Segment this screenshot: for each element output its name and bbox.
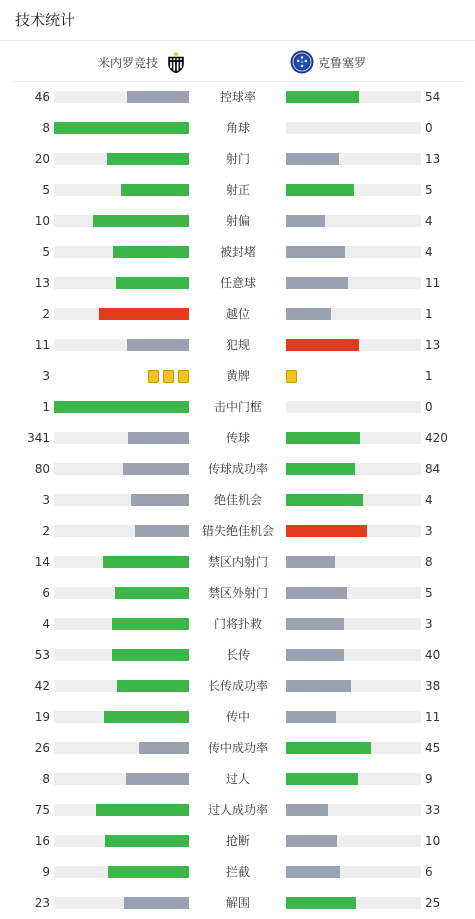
away-stat-value: 10 xyxy=(425,834,441,848)
away-stat-value: 4 xyxy=(425,214,433,228)
home-stat-bar-fill xyxy=(139,742,189,754)
away-stat-bar-fill xyxy=(286,308,331,320)
away-stat-value: 5 xyxy=(425,586,433,600)
home-stat-bar-fill xyxy=(96,804,189,816)
stat-label: 任意球 xyxy=(219,276,256,290)
home-stat-bar xyxy=(54,556,189,568)
away-stat-bar-fill xyxy=(286,215,325,227)
stat-row xyxy=(0,764,475,795)
away-stat-bar-fill xyxy=(286,680,351,692)
stat-row xyxy=(0,702,475,733)
home-stat-bar-fill xyxy=(93,215,189,227)
home-stat-value: 5 xyxy=(42,245,50,259)
stat-label: 击中门框 xyxy=(213,400,262,414)
away-stat-bar-fill xyxy=(286,897,356,909)
stat-row xyxy=(0,392,475,423)
stat-row xyxy=(0,485,475,516)
away-stat-bar-fill xyxy=(286,525,367,537)
away-stat-bar-fill xyxy=(286,804,328,816)
home-stat-value: 4 xyxy=(42,617,50,631)
stat-label: 射偏 xyxy=(225,214,250,228)
home-stat-bar-fill xyxy=(117,680,189,692)
stat-label: 犯规 xyxy=(225,338,250,352)
stat-label: 长传 xyxy=(225,648,250,662)
home-stat-bar xyxy=(54,587,189,599)
home-stat-bar xyxy=(54,618,189,630)
away-stat-bar xyxy=(286,525,421,537)
away-stat-bar-fill xyxy=(286,618,344,630)
away-stat-bar-fill xyxy=(286,246,345,258)
home-stat-value: 26 xyxy=(34,741,50,755)
away-stat-value: 54 xyxy=(425,90,441,104)
away-stat-value: 420 xyxy=(425,431,448,445)
home-team[interactable] xyxy=(98,50,188,74)
away-stat-value: 13 xyxy=(425,338,441,352)
away-stat-bar xyxy=(286,91,421,103)
home-yellow-cards xyxy=(144,370,189,383)
cruzeiro-crest-icon xyxy=(290,50,314,74)
home-stat-bar xyxy=(54,525,189,537)
stat-label: 角球 xyxy=(225,121,250,135)
away-stat-bar xyxy=(286,711,421,723)
away-stat-bar-fill xyxy=(286,494,363,506)
stat-label: 过人成功率 xyxy=(207,803,268,817)
home-stat-bar xyxy=(54,184,189,196)
stat-label: 射正 xyxy=(225,183,250,197)
home-stat-bar xyxy=(54,432,189,444)
away-stat-bar-fill xyxy=(286,649,344,661)
home-stat-bar xyxy=(54,153,189,165)
away-stat-bar xyxy=(286,680,421,692)
away-stat-bar-fill xyxy=(286,432,360,444)
away-stat-value: 25 xyxy=(425,896,441,910)
stat-label: 控球率 xyxy=(219,90,256,104)
home-stat-bar-fill xyxy=(104,711,189,723)
stat-label: 被封堵 xyxy=(219,245,256,259)
stat-row xyxy=(0,671,475,702)
away-stat-bar-fill xyxy=(286,773,358,785)
stat-row xyxy=(0,299,475,330)
away-stat-value: 1 xyxy=(425,369,433,383)
away-stat-bar xyxy=(286,556,421,568)
home-stat-value: 20 xyxy=(34,152,50,166)
stat-row xyxy=(0,733,475,764)
away-stat-bar xyxy=(286,339,421,351)
away-stat-value: 33 xyxy=(425,803,441,817)
stat-row xyxy=(0,578,475,609)
stat-label: 门将扑救 xyxy=(213,617,262,631)
stat-row xyxy=(0,640,475,671)
home-stat-value: 16 xyxy=(34,834,50,848)
away-stat-bar xyxy=(286,122,421,134)
stat-row xyxy=(0,113,475,144)
away-team-name: 克鲁塞罗 xyxy=(318,55,367,70)
page-title: 技术统计 xyxy=(15,11,76,29)
home-stat-bar-fill xyxy=(131,494,189,506)
away-stat-bar xyxy=(286,618,421,630)
home-team-name: 米内罗竞技 xyxy=(97,55,158,70)
home-stat-bar xyxy=(54,804,189,816)
away-stat-bar xyxy=(286,308,421,320)
home-stat-bar xyxy=(54,711,189,723)
home-stat-bar-fill xyxy=(103,556,189,568)
home-stat-value: 19 xyxy=(34,710,50,724)
home-stat-bar xyxy=(54,401,189,413)
away-stat-bar-fill xyxy=(286,91,359,103)
away-stat-bar xyxy=(286,804,421,816)
away-stat-bar-fill xyxy=(286,835,337,847)
home-stat-bar-fill xyxy=(121,184,189,196)
away-stat-bar xyxy=(286,184,421,196)
away-stat-bar-fill xyxy=(286,339,359,351)
stat-row xyxy=(0,423,475,454)
away-stat-value: 45 xyxy=(425,741,441,755)
home-stat-value: 8 xyxy=(42,772,50,786)
home-stat-value: 2 xyxy=(42,307,50,321)
away-stat-value: 0 xyxy=(425,121,433,135)
home-stat-bar xyxy=(54,897,189,909)
teams-header xyxy=(0,46,475,78)
home-stat-bar-fill xyxy=(115,587,189,599)
stat-row xyxy=(0,795,475,826)
home-stat-bar-fill xyxy=(54,122,189,134)
home-stat-value: 14 xyxy=(34,555,50,569)
home-stat-bar xyxy=(54,463,189,475)
stat-label: 越位 xyxy=(225,307,250,321)
stat-row xyxy=(0,330,475,361)
home-stat-bar xyxy=(54,773,189,785)
yellow-card-icon xyxy=(178,370,189,383)
stat-row xyxy=(0,888,475,919)
away-stat-value: 0 xyxy=(425,400,433,414)
away-yellow-cards xyxy=(286,370,301,383)
away-stat-bar xyxy=(286,401,421,413)
home-stat-bar xyxy=(54,866,189,878)
home-stat-value: 3 xyxy=(42,493,50,507)
away-stat-value: 11 xyxy=(425,710,441,724)
home-stat-bar xyxy=(54,246,189,258)
home-stat-bar-fill xyxy=(135,525,189,537)
stat-row xyxy=(0,361,475,392)
stat-row xyxy=(0,144,475,175)
away-stat-value: 9 xyxy=(425,772,433,786)
away-stat-bar-fill xyxy=(286,277,348,289)
home-stat-bar xyxy=(54,339,189,351)
home-stat-bar xyxy=(54,649,189,661)
home-stat-bar xyxy=(54,835,189,847)
away-stat-value: 4 xyxy=(425,493,433,507)
stat-row xyxy=(0,516,475,547)
yellow-card-icon xyxy=(163,370,174,383)
stat-label: 射门 xyxy=(225,152,250,166)
stat-row xyxy=(0,609,475,640)
away-stat-bar xyxy=(286,866,421,878)
stat-label: 拦截 xyxy=(225,865,250,879)
away-stat-bar-fill xyxy=(286,184,354,196)
home-stat-bar-fill xyxy=(127,339,189,351)
stat-label: 传球成功率 xyxy=(207,462,268,476)
home-stat-bar-fill xyxy=(124,897,189,909)
away-stat-bar-fill xyxy=(286,742,371,754)
home-stat-bar-fill xyxy=(113,246,189,258)
home-stat-value: 11 xyxy=(34,338,50,352)
away-stat-value: 4 xyxy=(425,245,433,259)
home-stat-bar-fill xyxy=(54,401,189,413)
home-stat-bar-fill xyxy=(105,835,189,847)
home-stat-value: 46 xyxy=(34,90,50,104)
yellow-card-icon xyxy=(286,370,297,383)
title-divider xyxy=(0,40,475,41)
home-stat-bar-fill xyxy=(112,618,189,630)
home-stat-value: 5 xyxy=(42,183,50,197)
home-stat-value: 42 xyxy=(34,679,50,693)
stat-row xyxy=(0,82,475,113)
stat-label: 传中 xyxy=(225,710,250,724)
stat-label: 解围 xyxy=(225,896,250,910)
away-stat-bar xyxy=(286,153,421,165)
stat-row xyxy=(0,268,475,299)
home-stat-bar xyxy=(54,277,189,289)
home-stat-bar-fill xyxy=(107,153,189,165)
away-stat-bar xyxy=(286,773,421,785)
away-stat-bar xyxy=(286,494,421,506)
stat-label: 抢断 xyxy=(225,834,250,848)
home-stat-value: 13 xyxy=(34,276,50,290)
home-stat-value: 80 xyxy=(34,462,50,476)
stat-row xyxy=(0,857,475,888)
away-stat-value: 11 xyxy=(425,276,441,290)
stat-row xyxy=(0,454,475,485)
away-stat-bar xyxy=(286,835,421,847)
stat-label: 传球 xyxy=(225,431,250,445)
home-stat-value: 53 xyxy=(34,648,50,662)
stat-label: 禁区外射门 xyxy=(207,586,268,600)
away-stat-bar xyxy=(286,277,421,289)
home-stat-value: 1 xyxy=(42,400,50,414)
home-stat-bar xyxy=(54,91,189,103)
home-stat-value: 75 xyxy=(34,803,50,817)
away-stat-value: 1 xyxy=(425,307,433,321)
stat-row xyxy=(0,547,475,578)
home-stat-bar xyxy=(54,122,189,134)
home-stat-value: 10 xyxy=(34,214,50,228)
stat-row xyxy=(0,175,475,206)
away-stat-value: 3 xyxy=(425,524,433,538)
stat-row xyxy=(0,206,475,237)
away-team[interactable] xyxy=(290,50,366,74)
away-stat-bar xyxy=(286,897,421,909)
home-stat-value: 6 xyxy=(42,586,50,600)
stat-row xyxy=(0,237,475,268)
away-stat-bar xyxy=(286,587,421,599)
away-stat-value: 84 xyxy=(425,462,441,476)
home-stat-bar-fill xyxy=(108,866,189,878)
stat-label: 过人 xyxy=(225,772,250,786)
home-stat-value: 9 xyxy=(42,865,50,879)
away-stat-bar xyxy=(286,742,421,754)
stat-row xyxy=(0,826,475,857)
home-stat-bar xyxy=(54,742,189,754)
stat-label: 错失绝佳机会 xyxy=(201,524,274,538)
away-stat-bar-fill xyxy=(286,463,355,475)
away-stat-bar xyxy=(286,649,421,661)
stat-label: 传中成功率 xyxy=(207,741,268,755)
away-stat-value: 6 xyxy=(425,865,433,879)
away-stat-bar xyxy=(286,215,421,227)
stat-label: 禁区内射门 xyxy=(207,555,268,569)
home-stat-bar xyxy=(54,215,189,227)
away-stat-value: 5 xyxy=(425,183,433,197)
home-stat-bar-fill xyxy=(128,432,189,444)
away-stat-bar xyxy=(286,432,421,444)
away-stat-bar-fill xyxy=(286,153,339,165)
home-stat-bar-fill xyxy=(116,277,189,289)
home-stat-bar xyxy=(54,308,189,320)
away-stat-value: 38 xyxy=(425,679,441,693)
home-stat-bar xyxy=(54,494,189,506)
home-stat-bar-fill xyxy=(112,649,189,661)
away-stat-value: 8 xyxy=(425,555,433,569)
away-stat-value: 3 xyxy=(425,617,433,631)
stat-label: 绝佳机会 xyxy=(213,493,262,507)
home-stat-value: 23 xyxy=(34,896,50,910)
home-stat-bar-fill xyxy=(123,463,189,475)
stat-label: 黄牌 xyxy=(225,369,250,383)
home-stat-bar xyxy=(54,680,189,692)
stats-list xyxy=(0,82,475,919)
away-stat-bar xyxy=(286,463,421,475)
away-stat-value: 40 xyxy=(425,648,441,662)
yellow-card-icon xyxy=(148,370,159,383)
home-stat-value: 8 xyxy=(42,121,50,135)
away-stat-value: 13 xyxy=(425,152,441,166)
home-stat-value: 3 xyxy=(42,369,50,383)
home-stat-value: 2 xyxy=(42,524,50,538)
home-stat-bar-fill xyxy=(127,91,189,103)
home-stat-value: 341 xyxy=(27,431,50,445)
atletico-mineiro-crest-icon xyxy=(164,50,188,74)
away-stat-bar-fill xyxy=(286,866,340,878)
away-stat-bar xyxy=(286,246,421,258)
away-stat-bar-fill xyxy=(286,587,347,599)
away-stat-bar-fill xyxy=(286,556,335,568)
stat-label: 长传成功率 xyxy=(207,679,268,693)
home-stat-bar-fill xyxy=(126,773,189,785)
home-stat-bar-fill xyxy=(99,308,189,320)
away-stat-bar-fill xyxy=(286,711,336,723)
